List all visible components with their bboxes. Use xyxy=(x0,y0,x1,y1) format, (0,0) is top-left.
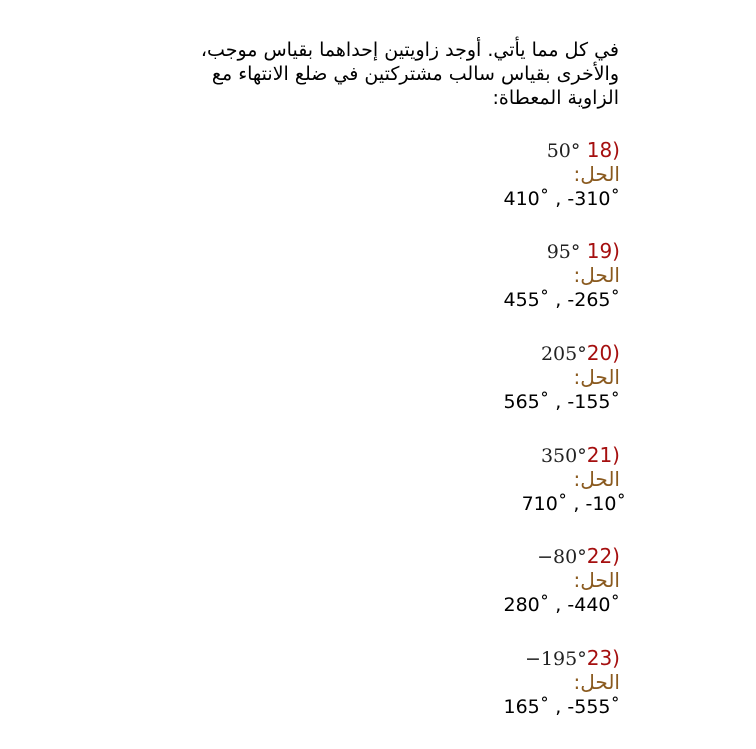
given-angle: −80° xyxy=(537,546,587,568)
question-line xyxy=(537,543,620,569)
solution-label: الحل: xyxy=(573,568,620,592)
solution-label: الحل: xyxy=(573,365,620,389)
solution-label: الحل: xyxy=(573,263,620,287)
instructions-line-3: الزاوية المعطاة: xyxy=(492,87,619,109)
answer-text: 165˚ , -555˚ xyxy=(503,696,620,718)
question-line xyxy=(525,645,620,671)
answer-text: 710˚ , -10˚ xyxy=(521,493,626,515)
problem-number: 23) xyxy=(586,646,620,670)
given-angle: 205° xyxy=(540,343,587,365)
given-angle: −195° xyxy=(525,648,587,670)
answer-text: 565˚ , -155˚ xyxy=(503,391,620,413)
question-line xyxy=(547,137,620,163)
problem-number: 18) xyxy=(586,138,620,162)
problem-number: 21) xyxy=(586,443,620,467)
problem-20 xyxy=(400,340,620,426)
given-angle: 95° xyxy=(546,241,581,263)
problem-19 xyxy=(400,238,620,324)
problem-22 xyxy=(400,543,620,629)
given-angle: 350° xyxy=(540,445,587,467)
problem-number: 19) xyxy=(586,239,620,263)
solution-label: الحل: xyxy=(573,670,620,694)
given-angle: 50° xyxy=(546,140,581,162)
solution-label: الحل: xyxy=(573,162,620,186)
instructions-text xyxy=(139,38,619,110)
answer-text: 280˚ , -440˚ xyxy=(503,594,620,616)
instructions-line-2: والأخرى بقياس سالب مشتركتين في ضلع الانتهاء مع xyxy=(211,63,619,85)
problem-21 xyxy=(400,442,626,528)
problem-23 xyxy=(400,645,620,731)
question-line xyxy=(541,340,620,366)
solution-label: الحل: xyxy=(573,467,620,491)
question-line xyxy=(547,238,620,264)
instructions-line-1: في كل مما يأتي. أوجد زاويتين إحداهما بقياس موجب، xyxy=(200,39,619,61)
answer-text: 455˚ , -265˚ xyxy=(503,289,620,311)
question-line xyxy=(541,442,620,468)
answer-text: 410˚ , -310˚ xyxy=(503,188,620,210)
problem-number: 20) xyxy=(586,341,620,365)
problem-number: 22) xyxy=(586,544,620,568)
problem-18 xyxy=(400,137,620,223)
